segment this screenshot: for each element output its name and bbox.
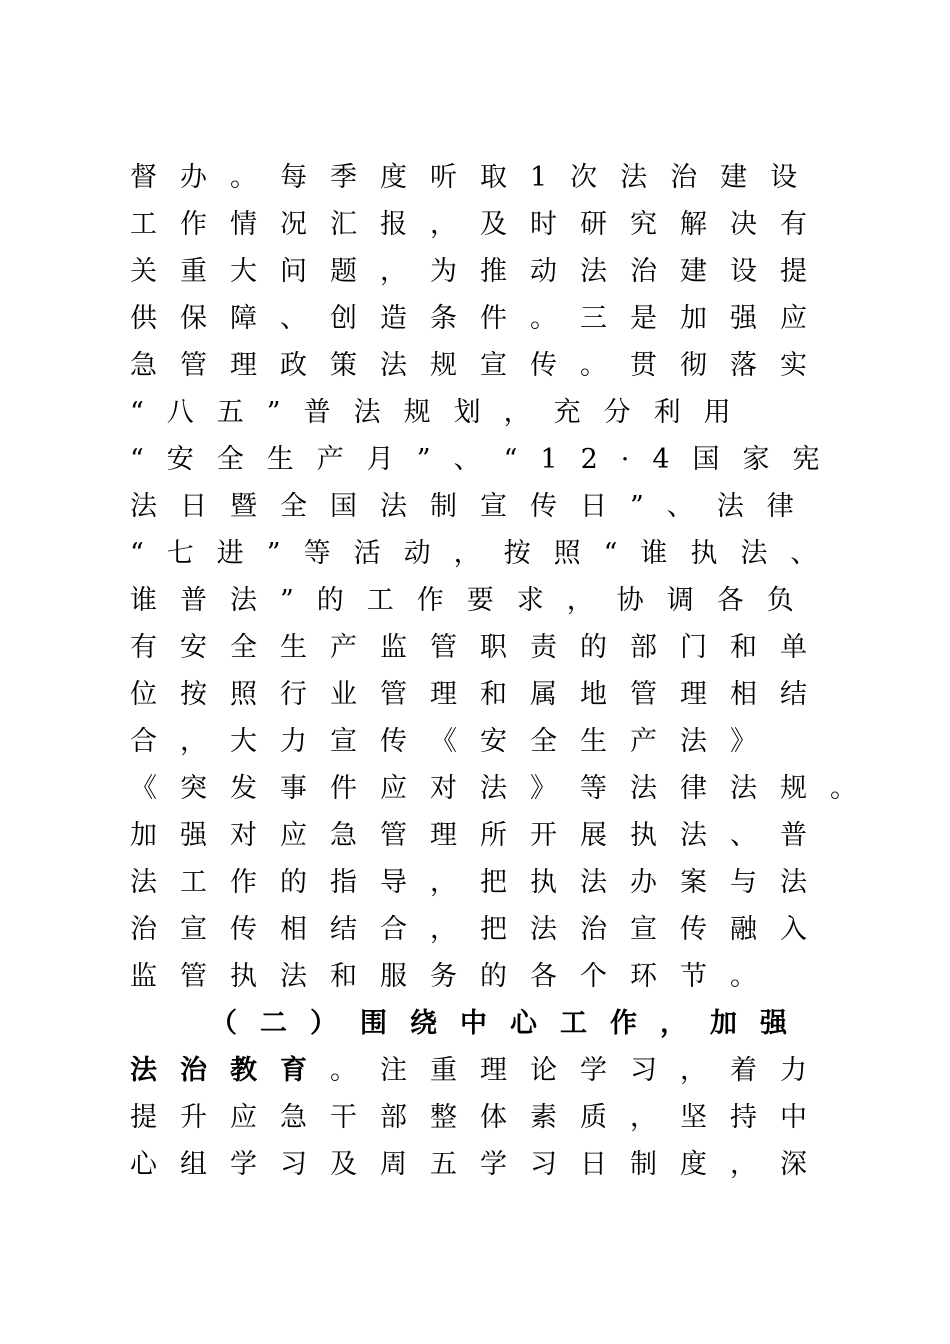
text-line: 督办。每季度听取1次法治建设 — [130, 162, 821, 193]
text-line: 急管理政策法规宣传。贯彻落实 — [130, 350, 830, 381]
text-line: 心组学习及周五学习日制度，深 — [130, 1149, 830, 1180]
text-line: 加强对应急管理所开展执法、普 — [130, 820, 830, 851]
text-line: 治宣传相结合，把法治宣传融入 — [130, 914, 830, 945]
text-line: 法日暨全国法制宣传日”、法律 — [130, 491, 817, 522]
heading-tail: 法治教育 — [130, 1055, 330, 1086]
text-line: “八五”普法规划，充分利用 — [130, 397, 754, 428]
text-line: 监管执法和服务的各个环节。 — [130, 961, 780, 992]
text-line: 谁普法”的工作要求，协调各负 — [130, 585, 817, 616]
text-line: 工作情况汇报，及时研究解决有 — [130, 209, 830, 240]
text-line: 《突发事件应对法》等法律法规。 — [130, 773, 880, 804]
text-line: 法工作的指导，把执法办案与法 — [130, 867, 830, 898]
text-line: 供保障、创造条件。三是加强应 — [130, 303, 830, 334]
section-heading: （二）围绕中心工作，加强 — [210, 1008, 810, 1039]
text-line: 有安全生产监管职责的部门和单 — [130, 632, 830, 663]
text-line: 提升应急干部整体素质，坚持中 — [130, 1102, 830, 1133]
text-run: 。注重理论学习，着力 — [330, 1055, 830, 1086]
body-text — [130, 154, 880, 1188]
text-line: 关重大问题，为推动法治建设提 — [130, 256, 830, 287]
text-line: “安全生产月”、“12·4国家宪 — [130, 444, 843, 475]
section-heading-continuation — [130, 1047, 850, 1094]
text-line: 合，大力宣传《安全生产法》 — [130, 726, 780, 757]
text-line: 位按照行业管理和属地管理相结 — [130, 679, 830, 710]
text-line: “七进”等活动，按照“谁执法、 — [130, 538, 841, 569]
